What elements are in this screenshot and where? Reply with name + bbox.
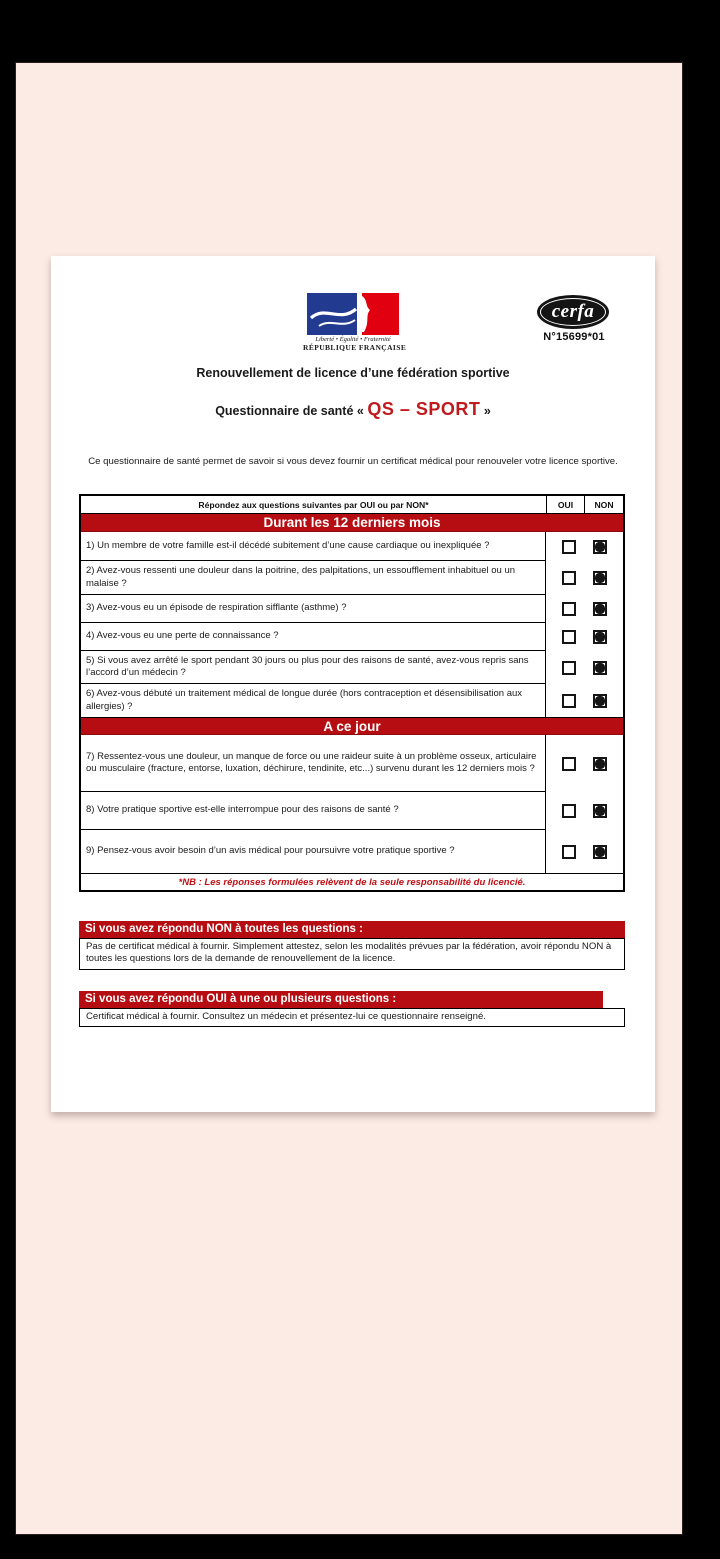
answer-cell [546,532,623,561]
question-row-8 [81,792,623,830]
checkbox-fill [595,604,605,614]
form-title: Renouvellement de licence d’une fédération sportive [196,366,510,380]
non-checkbox[interactable] [593,804,607,818]
outcome-oui-body: Certificat médical à fournir. Consultez un médecin et présentez-lui ce questionnaire renseigné. [79,1008,625,1027]
question-row-9 [81,830,623,873]
checkbox-fill [595,696,605,706]
checkbox-fill [595,759,605,769]
answer-cell [546,561,623,595]
non-checkbox[interactable] [593,602,607,616]
answer-cell [546,830,623,873]
cerfa-oval-icon [537,295,609,329]
question-row-1 [81,532,623,561]
checkbox-fill [595,806,605,816]
non-checkbox[interactable] [593,694,607,708]
subtitle-suffix: » [480,404,491,418]
cerfa-number: N°15699*01 [543,331,605,343]
section-banner-12-months: Durant les 12 derniers mois [81,514,623,532]
outcome-oui-header: Si vous avez répondu OUI à une ou plusieurs questions : [79,991,603,1008]
oui-checkbox[interactable] [562,661,576,675]
question-text: 5) Si vous avez arrêté le sport pendant 30 jours ou plus pour des raisons de santé, avez-vous repris sans l’accord d’un médecin ? [81,651,546,684]
answer-cell [546,792,623,830]
footnote: *NB : Les réponses formulées relèvent de la seule responsabilité du licencié. [81,873,623,890]
outcome-non-body: Pas de certificat médical à fournir. Simplement attestez, selon les modalités prévues par la fédération, avoir répondu NON à toutes les questions lors de la demande de renouvellement de la licence. [79,938,625,970]
question-text: 8) Votre pratique sportive est-elle interrompue pour des raisons de santé ? [81,792,546,830]
answer-cell [546,684,623,717]
question-text: 6) Avez-vous débuté un traitement médical de longue durée (hors contraception et désensibilisation aux allergies) ? [81,684,546,717]
non-checkbox[interactable] [593,757,607,771]
oui-checkbox[interactable] [562,602,576,616]
answer-cell [546,651,623,684]
checkbox-fill [595,573,605,583]
question-text: 7) Ressentez-vous une douleur, un manque de force ou une raideur suite à un problème osseux, articulaire ou musculaire (fracture, entorse, luxation, déchirure, tendinite, etc...) survenu durant les 12 derniers mois ? [81,735,546,792]
outcome-non-header: Si vous avez répondu NON à toutes les questions : [79,921,625,938]
marianne-motto: Liberté • Égalité • Fraternité [315,336,391,343]
question-row-4 [81,623,623,651]
intro-text: Ce questionnaire de santé permet de savoir si vous devez fournir un certificat médical pour renouveler votre licence sportive. [88,456,618,467]
oui-checkbox[interactable] [562,804,576,818]
form-subtitle [51,399,655,420]
question-row-2 [81,561,623,595]
checkbox-fill [595,542,605,552]
outcome-box-non [79,921,625,970]
question-text: 1) Un membre de votre famille est-il décédé subitement d’une cause cardiaque ou inexpliquée ? [81,532,546,561]
oui-column-header: OUI [547,496,585,513]
non-checkbox[interactable] [593,630,607,644]
document-card [51,256,655,1112]
question-column-header: Répondez aux questions suivantes par OUI ou par NON* [81,496,547,513]
section-banner-today: A ce jour [81,717,623,735]
checkbox-fill [595,632,605,642]
table-header-row [81,496,623,514]
non-checkbox[interactable] [593,845,607,859]
questionnaire-table [79,494,625,892]
non-column-header: NON [594,499,614,510]
republic-name: RÉPUBLIQUE FRANÇAISE [303,343,407,352]
question-row-7 [81,735,623,792]
non-checkbox[interactable] [593,540,607,554]
oui-checkbox[interactable] [562,571,576,585]
checkbox-fill [595,847,605,857]
oui-checkbox[interactable] [562,757,576,771]
question-row-3 [81,595,623,623]
answer-cell [546,595,623,623]
qs-sport-highlight: QS – SPORT [367,399,481,419]
question-text: 9) Pensez-vous avoir besoin d’un avis médical pour poursuivre votre pratique sportive ? [81,830,546,873]
oui-checkbox[interactable] [562,845,576,859]
question-text: 4) Avez-vous eu une perte de connaissance ? [81,623,546,651]
question-text: 2) Avez-vous ressenti une douleur dans la poitrine, des palpitations, un essoufflement inhabituel ou un malaise ? [81,561,546,595]
oui-checkbox[interactable] [562,694,576,708]
non-checkbox[interactable] [593,661,607,675]
oui-checkbox[interactable] [562,540,576,554]
oui-checkbox[interactable] [562,630,576,644]
outcome-box-oui [79,991,625,1027]
subtitle-prefix: Questionnaire de santé « [215,404,368,418]
answer-cell [546,735,623,792]
cerfa-logo [537,295,611,343]
question-row-5 [81,651,623,684]
marianne-logo [303,293,407,352]
answer-cell [546,623,623,651]
french-flag-icon [307,293,399,335]
cerfa-logo-text: cerfa [551,301,595,322]
non-checkbox[interactable] [593,571,607,585]
pdf-viewer-canvas [15,62,683,1535]
checkbox-fill [595,663,605,673]
question-row-6 [81,684,623,717]
question-text: 3) Avez-vous eu un épisode de respiration sifflante (asthme) ? [81,595,546,623]
